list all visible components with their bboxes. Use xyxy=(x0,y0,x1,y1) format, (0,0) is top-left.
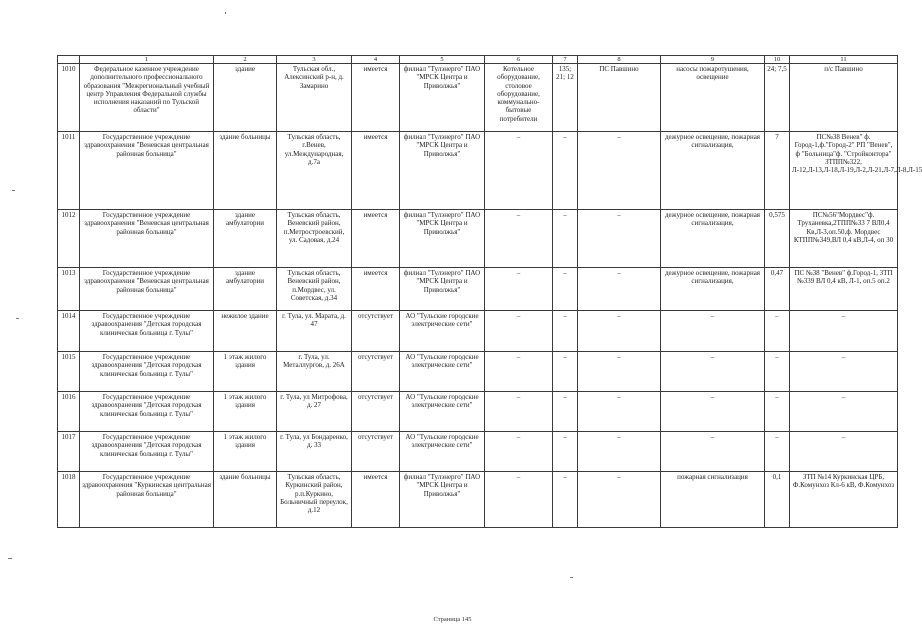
supplier-cell: филиал "Тулэнерго" ПАО "МРСК Центра и Приволжья" xyxy=(400,472,485,528)
equipment-cell: Котельное оборудование, столовое оборудование, коммунально-бытовые потребители xyxy=(485,64,553,132)
equipment-cell: – xyxy=(485,268,553,311)
availability-cell: имеется xyxy=(352,132,400,210)
col8-cell: – xyxy=(578,311,661,352)
building-cell: здание xyxy=(214,64,277,132)
availability-cell: отсутствует xyxy=(352,392,400,432)
header-cell: 9 xyxy=(661,56,765,64)
col10-cell: – xyxy=(765,311,790,352)
equipment-cell: – xyxy=(485,392,553,432)
col11-cell: – xyxy=(790,432,898,472)
availability-cell: отсутствует xyxy=(352,432,400,472)
header-cell: 6 xyxy=(485,56,553,64)
col8-cell: – xyxy=(578,132,661,210)
col9-cell: дежурное освещение, пожарная сигнализация, xyxy=(661,268,765,311)
availability-cell: отсутствует xyxy=(352,352,400,392)
page-footer: Страница 145 xyxy=(433,616,472,623)
col9-cell: насосы пожаротушения, освещение xyxy=(661,64,765,132)
col9-cell: дежурное освещение, пожарная сигнализация, xyxy=(661,210,765,268)
header-cell: 10 xyxy=(765,56,790,64)
header-cell: 7 xyxy=(553,56,578,64)
equipment-cell: – xyxy=(485,352,553,392)
scan-speck xyxy=(8,558,12,559)
address-cell: Тульская область, г.Венев, ул.Международная, д.7а xyxy=(277,132,352,210)
building-cell: здание больницы xyxy=(214,472,277,528)
registry-sheet xyxy=(57,55,922,528)
col10-cell: – xyxy=(765,432,790,472)
col8-cell: – xyxy=(578,472,661,528)
header-cell: 11 xyxy=(790,56,898,64)
row-number-cell: 1010 xyxy=(58,64,80,132)
col8-cell: – xyxy=(578,268,661,311)
building-cell: здание амбулатории xyxy=(214,268,277,311)
equipment-cell: – xyxy=(485,210,553,268)
supplier-cell: филиал "Тулэнерго" ПАО "МРСК Центра и Приволжья" xyxy=(400,64,485,132)
table-body xyxy=(58,56,922,528)
header-cell: 2 xyxy=(214,56,277,64)
col7-cell: – xyxy=(553,210,578,268)
col11-cell: – xyxy=(790,352,898,392)
col10-cell: – xyxy=(765,392,790,432)
col9-cell: – xyxy=(661,392,765,432)
availability-cell: имеется xyxy=(352,472,400,528)
building-cell: 1 этаж жилого здания xyxy=(214,392,277,432)
col7-cell: – xyxy=(553,132,578,210)
col10-cell: – xyxy=(765,352,790,392)
address-cell: г. Тула, ул. Металлургов, д. 26А xyxy=(277,352,352,392)
table-row xyxy=(58,268,898,311)
org-name-cell: Государственное учреждение здравоохранения "Детская городская клиническая больница г. Тулы" xyxy=(80,432,214,472)
row-number-cell: 1012 xyxy=(58,210,80,268)
col7-cell: – xyxy=(553,472,578,528)
col11-cell: п/с Павшино xyxy=(790,64,898,132)
org-name-cell: Государственное учреждение здравоохранения "Детская городская клиническая больница г. Тулы" xyxy=(80,392,214,432)
availability-cell: имеется xyxy=(352,268,400,311)
col7-cell: 135; 21; 12 xyxy=(553,64,578,132)
equipment-cell: – xyxy=(485,132,553,210)
building-cell: 1 этаж жилого здания xyxy=(214,352,277,392)
col7-cell: – xyxy=(553,311,578,352)
table-row xyxy=(58,311,898,352)
scan-speck xyxy=(225,12,226,14)
org-name-cell: Государственное учреждение здравоохранения "Детская городская клиническая больница г. Тулы" xyxy=(80,311,214,352)
col9-cell: – xyxy=(661,311,765,352)
org-name-cell: Государственное учреждение здравоохранения "Детская городская клиническая больница г. Тулы" xyxy=(80,352,214,392)
table-row xyxy=(58,472,898,528)
address-cell: Тульская область, Куркинский район, р.п.Куркино, Больничный переулок, д.12 xyxy=(277,472,352,528)
table-row xyxy=(58,432,898,472)
row-number-cell: 1017 xyxy=(58,432,80,472)
table-row xyxy=(58,392,898,432)
row-number-cell: 1014 xyxy=(58,311,80,352)
col9-cell: – xyxy=(661,432,765,472)
address-cell: г. Тула, ул Митрофова, д. 27 xyxy=(277,392,352,432)
supplier-cell: АО "Тульские городские электрические сети" xyxy=(400,352,485,392)
supplier-cell: филиал "Тулэнерго" ПАО "МРСК Центра и Приволжья" xyxy=(400,132,485,210)
col10-cell: 0,575 xyxy=(765,210,790,268)
availability-cell: отсутствует xyxy=(352,311,400,352)
supplier-cell: филиал "Тулэнерго" ПАО "МРСК Центра и Приволжья" xyxy=(400,210,485,268)
header-cell: 3 xyxy=(277,56,352,64)
col11-cell: – xyxy=(790,311,898,352)
col7-cell: – xyxy=(553,268,578,311)
col8-cell: – xyxy=(578,392,661,432)
col11-cell: ПС№38 Венев" ф. Город-1,ф."Город-2" РП "Венев", ф "Больница"ф. "Стройконтора" ЗТПП№322, Л-12,Л-13,Л-18,Л-19,Л-2,Л-21,Л-7,Л-8,Л-15 xyxy=(790,132,898,210)
row-number-cell: 1018 xyxy=(58,472,80,528)
address-cell: г. Тула, ул Бондаренко, д. 33 xyxy=(277,432,352,472)
col9-cell: дежурное освещение, пожарная сигнализация, xyxy=(661,132,765,210)
col10-cell: 0,1 xyxy=(765,472,790,528)
building-cell: нежилое здание xyxy=(214,311,277,352)
col7-cell: – xyxy=(553,352,578,392)
supplier-cell: АО "Тульские городские электрические сети" xyxy=(400,392,485,432)
col7-cell: – xyxy=(553,432,578,472)
header-cell: 5 xyxy=(400,56,485,64)
supplier-cell: филиал "Тулэнерго" ПАО "МРСК Центра и Приволжья" xyxy=(400,268,485,311)
col8-cell: – xyxy=(578,352,661,392)
column-number-row xyxy=(58,56,898,64)
col9-cell: – xyxy=(661,352,765,392)
address-cell: г. Тула, ул. Марата, д. 47 xyxy=(277,311,352,352)
table-row xyxy=(58,64,898,132)
address-cell: Тульская обл., Алексинский р-н, д. Замарино xyxy=(277,64,352,132)
org-name-cell: Государственное учреждение здравоохранения "Куркинская центральная районная больница" xyxy=(80,472,214,528)
equipment-cell: – xyxy=(485,432,553,472)
col11-cell: ПС №38 "Венев" ф.Город-1, ЗТП №339 ВЛ 0,4 кВ, Л-1, оп.5 оп.2 xyxy=(790,268,898,311)
col10-cell: 0,47 xyxy=(765,268,790,311)
scan-speck xyxy=(570,577,573,578)
equipment-cell: – xyxy=(485,311,553,352)
col10-cell: 7 xyxy=(765,132,790,210)
row-number-cell: 1015 xyxy=(58,352,80,392)
col8-cell: – xyxy=(578,432,661,472)
row-number-cell: 1013 xyxy=(58,268,80,311)
header-cell-blank xyxy=(58,56,80,64)
row-number-cell: 1011 xyxy=(58,132,80,210)
building-cell: 1 этаж жилого здания xyxy=(214,432,277,472)
equipment-cell: – xyxy=(485,472,553,528)
col9-cell: пожарная сигнализация xyxy=(661,472,765,528)
col11-cell: – xyxy=(790,392,898,432)
building-cell: здание больницы xyxy=(214,132,277,210)
row-number-cell: 1016 xyxy=(58,392,80,432)
col11-cell: ЗТП №14 Куркинская ЦРБ, Ф.Комунхоз Кл-6 кВ, Ф.Комунхоз xyxy=(790,472,898,528)
col8-cell: – xyxy=(578,210,661,268)
address-cell: Тульская область, Веневский район, п.Метростроевский, ул. Садовая, д.24 xyxy=(277,210,352,268)
org-name-cell: Государственное учреждение здравоохранения "Веневская центральная районная больница" xyxy=(80,268,214,311)
col11-cell: ПС№56"Мордвес"ф. Труханевка,2ТПП№33 7 ВЛ0,4 Кв,Л-3,оп.50,ф. Мордвес КТПП№349,ВЛ 0,4 кВ,Л-4, оп 30 xyxy=(790,210,898,268)
building-cell: здание амбулатории xyxy=(214,210,277,268)
org-name-cell: Федеральное казенное учреждение дополнительного профессионального образования "Межрегиональный учебный центр Управления Федеральной службы исполнения наказаний по Тульской области" xyxy=(80,64,214,132)
col7-cell: – xyxy=(553,392,578,432)
table-row xyxy=(58,132,898,210)
org-name-cell: Государственное учреждение здравоохранения "Веневская центральная районная больница" xyxy=(80,210,214,268)
availability-cell: имеется xyxy=(352,210,400,268)
availability-cell: имеется xyxy=(352,64,400,132)
header-cell: 1 xyxy=(80,56,214,64)
col8-cell: ПС Павшино xyxy=(578,64,661,132)
table-row xyxy=(58,352,898,392)
header-cell: 4 xyxy=(352,56,400,64)
header-cell: 8 xyxy=(578,56,661,64)
address-cell: Тульская область, Веневский район, п.Мордвес, ул. Советская, д.34 xyxy=(277,268,352,311)
supplier-cell: АО "Тульские городские электрические сети" xyxy=(400,311,485,352)
registry-table xyxy=(57,55,922,528)
col10-cell: 24; 7,5 xyxy=(765,64,790,132)
org-name-cell: Государственное учреждение здравоохранения "Веневская центральная районная больница" xyxy=(80,132,214,210)
scan-speck xyxy=(16,318,19,319)
scan-speck xyxy=(12,190,15,191)
table-row xyxy=(58,210,898,268)
supplier-cell: АО "Тульские городские электрические сети" xyxy=(400,432,485,472)
